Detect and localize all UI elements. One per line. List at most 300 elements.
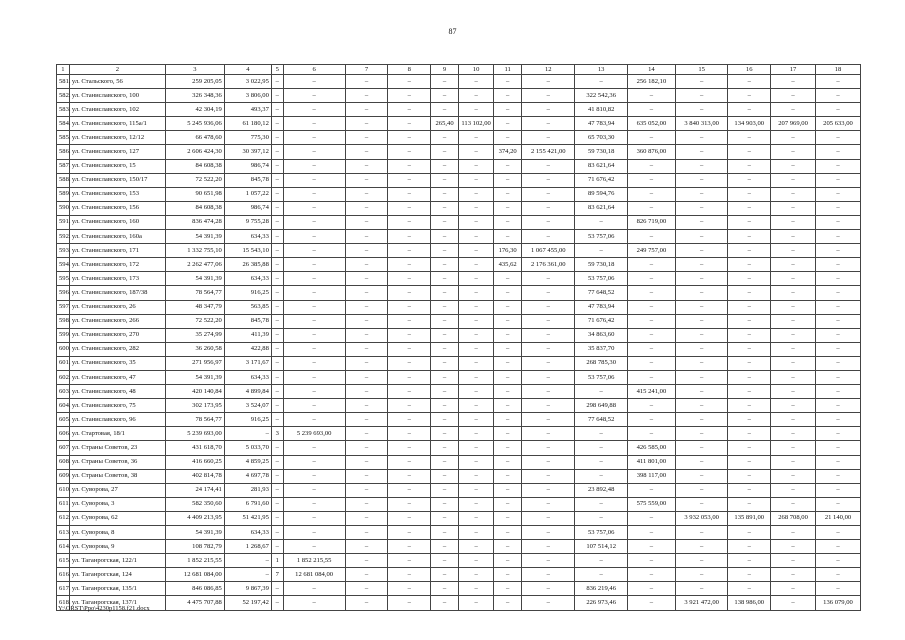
- table-cell: –: [431, 131, 459, 145]
- column-header-8: 8: [388, 65, 431, 75]
- table-cell: –: [494, 385, 522, 399]
- table-cell: –: [771, 483, 816, 497]
- table-cell: –: [771, 244, 816, 258]
- table-cell: 84 608,38: [166, 201, 225, 215]
- table-cell: –: [522, 230, 575, 244]
- table-cell: –: [675, 230, 727, 244]
- table-cell: –: [675, 427, 727, 441]
- table-cell: –: [388, 469, 431, 483]
- table-cell: –: [771, 258, 816, 272]
- table-cell: –: [494, 582, 522, 596]
- table-cell: –: [627, 258, 675, 272]
- table-cell: –: [522, 540, 575, 554]
- table-cell: –: [345, 469, 388, 483]
- table-cell: –: [494, 441, 522, 455]
- table-cell: –: [627, 596, 675, 610]
- table-cell: 4 409 213,95: [166, 511, 225, 525]
- table-row: [57, 455, 861, 469]
- table-cell: –: [522, 300, 575, 314]
- table-cell: –: [771, 413, 816, 427]
- table-cell: –: [283, 328, 345, 342]
- table-cell: –: [728, 441, 771, 455]
- table-cell: –: [494, 540, 522, 554]
- table-cell: –: [728, 554, 771, 568]
- table-cell: –: [728, 399, 771, 413]
- table-cell: –: [522, 286, 575, 300]
- table-cell: –: [728, 103, 771, 117]
- table-cell: –: [627, 300, 675, 314]
- table-cell: –: [494, 497, 522, 511]
- table-cell: –: [458, 342, 493, 356]
- table-row: [57, 145, 861, 159]
- table-cell: –: [494, 131, 522, 145]
- column-header-12: 12: [522, 65, 575, 75]
- table-cell: –: [816, 314, 861, 328]
- table-cell: –: [458, 215, 493, 229]
- table-cell: 54 391,39: [166, 526, 225, 540]
- table-cell: –: [283, 314, 345, 328]
- table-cell: 416 660,25: [166, 455, 225, 469]
- column-header-15: 15: [675, 65, 727, 75]
- table-cell: –: [283, 596, 345, 610]
- table-cell: –: [675, 385, 727, 399]
- table-cell: –: [494, 314, 522, 328]
- table-cell: –: [345, 258, 388, 272]
- table-cell: –: [458, 427, 493, 441]
- table-cell: –: [431, 497, 459, 511]
- table-cell: –: [345, 582, 388, 596]
- table-cell: 134 903,00: [728, 117, 771, 131]
- table-cell: –: [388, 582, 431, 596]
- table-cell: –: [675, 469, 727, 483]
- table-cell: 54 391,39: [166, 230, 225, 244]
- table-cell: 590.: [57, 201, 70, 215]
- column-header-17: 17: [771, 65, 816, 75]
- table-cell: –: [271, 117, 283, 131]
- table-cell: 268 785,30: [575, 356, 627, 370]
- table-cell: –: [728, 314, 771, 328]
- table-cell: 610.: [57, 483, 70, 497]
- table-cell: –: [522, 131, 575, 145]
- table-cell: –: [388, 215, 431, 229]
- table-cell: –: [675, 300, 727, 314]
- table-row: [57, 399, 861, 413]
- table-cell: –: [271, 300, 283, 314]
- table-cell: ул. Таганрогская, 122/1: [69, 554, 165, 568]
- table-cell: –: [522, 314, 575, 328]
- table-cell: –: [431, 89, 459, 103]
- table-cell: –: [728, 540, 771, 554]
- table-cell: –: [522, 469, 575, 483]
- table-cell: –: [283, 258, 345, 272]
- table-cell: 593.: [57, 244, 70, 258]
- table-cell: 5 245 936,06: [166, 117, 225, 131]
- table-cell: 415 241,00: [627, 385, 675, 399]
- table-cell: –: [271, 526, 283, 540]
- table-cell: –: [816, 441, 861, 455]
- table-cell: –: [431, 455, 459, 469]
- table-cell: –: [494, 173, 522, 187]
- table-cell: 113 102,00: [458, 117, 493, 131]
- table-cell: –: [494, 159, 522, 173]
- table-cell: –: [345, 230, 388, 244]
- table-cell: –: [431, 370, 459, 384]
- table-cell: –: [816, 399, 861, 413]
- table-cell: –: [271, 75, 283, 89]
- table-cell: –: [627, 342, 675, 356]
- table-cell: –: [388, 399, 431, 413]
- table-cell: –: [816, 413, 861, 427]
- table-cell: –: [283, 497, 345, 511]
- table-cell: –: [431, 596, 459, 610]
- table-cell: –: [627, 554, 675, 568]
- table-cell: 226 973,46: [575, 596, 627, 610]
- table-cell: –: [771, 328, 816, 342]
- table-cell: 1 057,22: [224, 187, 271, 201]
- table-cell: –: [816, 75, 861, 89]
- table-cell: ул. Станиславского, 153: [69, 187, 165, 201]
- table-cell: –: [494, 370, 522, 384]
- table-cell: 402 814,78: [166, 469, 225, 483]
- table-cell: 916,25: [224, 413, 271, 427]
- table-cell: –: [283, 145, 345, 159]
- table-cell: –: [283, 103, 345, 117]
- table-cell: –: [816, 215, 861, 229]
- column-header-2: 2: [69, 65, 165, 75]
- table-cell: 584.: [57, 117, 70, 131]
- table-cell: 411,39: [224, 328, 271, 342]
- table-cell: –: [283, 342, 345, 356]
- table-cell: –: [522, 511, 575, 525]
- table-cell: –: [271, 173, 283, 187]
- table-cell: –: [816, 342, 861, 356]
- table-cell: ул. Таганрогская, 135/1: [69, 582, 165, 596]
- table-cell: –: [388, 568, 431, 582]
- table-cell: 53 757,06: [575, 370, 627, 384]
- table-cell: –: [388, 258, 431, 272]
- table-cell: –: [522, 554, 575, 568]
- table-cell: 66 478,60: [166, 131, 225, 145]
- table-cell: –: [771, 596, 816, 610]
- table-cell: –: [675, 568, 727, 582]
- table-cell: –: [728, 568, 771, 582]
- table-cell: –: [728, 497, 771, 511]
- table-cell: 26 385,88: [224, 258, 271, 272]
- table-cell: –: [816, 582, 861, 596]
- table-cell: –: [816, 455, 861, 469]
- table-cell: –: [458, 455, 493, 469]
- table-cell: –: [345, 314, 388, 328]
- column-header-3: 3: [166, 65, 225, 75]
- table-cell: –: [494, 230, 522, 244]
- table-cell: –: [494, 568, 522, 582]
- table-row: [57, 483, 861, 497]
- table-cell: –: [271, 511, 283, 525]
- table-cell: –: [283, 385, 345, 399]
- table-cell: –: [728, 342, 771, 356]
- table-cell: 2 176 361,00: [522, 258, 575, 272]
- table-cell: ул. Станиславского, 150/17: [69, 173, 165, 187]
- table-cell: –: [494, 117, 522, 131]
- table-cell: –: [431, 173, 459, 187]
- table-cell: –: [345, 89, 388, 103]
- table-cell: 836 474,28: [166, 215, 225, 229]
- table-cell: ул. Станиславского, 270: [69, 328, 165, 342]
- table-cell: 602.: [57, 370, 70, 384]
- table-cell: –: [816, 483, 861, 497]
- table-cell: –: [728, 385, 771, 399]
- table-cell: –: [388, 370, 431, 384]
- table-cell: 12 681 084,00: [283, 568, 345, 582]
- table-cell: –: [458, 159, 493, 173]
- table-cell: –: [431, 554, 459, 568]
- table-cell: –: [771, 215, 816, 229]
- table-cell: 582.: [57, 89, 70, 103]
- table-cell: 83 621,64: [575, 201, 627, 215]
- table-cell: –: [627, 286, 675, 300]
- table-cell: 77 648,52: [575, 286, 627, 300]
- table-cell: –: [388, 554, 431, 568]
- table-cell: 53 757,06: [575, 272, 627, 286]
- table-cell: –: [283, 272, 345, 286]
- table-cell: –: [494, 89, 522, 103]
- table-cell: –: [271, 370, 283, 384]
- table-cell: –: [388, 75, 431, 89]
- table-cell: –: [816, 258, 861, 272]
- table-cell: –: [345, 540, 388, 554]
- table-cell: –: [388, 427, 431, 441]
- table-cell: 1 268,67: [224, 540, 271, 554]
- table-cell: –: [458, 483, 493, 497]
- table-cell: 3 921 472,00: [675, 596, 727, 610]
- table-cell: ул. Станиславского, 47: [69, 370, 165, 384]
- table-cell: ул. Станиславского, 15: [69, 159, 165, 173]
- table-cell: –: [771, 145, 816, 159]
- table-cell: 207 969,00: [771, 117, 816, 131]
- column-header-14: 14: [627, 65, 675, 75]
- table-cell: –: [458, 554, 493, 568]
- table-cell: –: [431, 342, 459, 356]
- table-cell: –: [271, 159, 283, 173]
- table-cell: –: [771, 187, 816, 201]
- table-cell: –: [522, 173, 575, 187]
- table-row: [57, 441, 861, 455]
- table-cell: –: [771, 455, 816, 469]
- table-cell: –: [271, 187, 283, 201]
- table-cell: –: [283, 89, 345, 103]
- table-cell: –: [388, 314, 431, 328]
- table-row: [57, 511, 861, 525]
- table-row: [57, 215, 861, 229]
- column-header-16: 16: [728, 65, 771, 75]
- table-cell: ул. Стартовая, 18/1: [69, 427, 165, 441]
- table-cell: –: [522, 201, 575, 215]
- table-cell: 493,37: [224, 103, 271, 117]
- table-cell: –: [494, 342, 522, 356]
- table-cell: –: [675, 244, 727, 258]
- table-cell: –: [728, 201, 771, 215]
- table-cell: –: [816, 526, 861, 540]
- table-cell: 54 391,39: [166, 370, 225, 384]
- table-cell: –: [522, 117, 575, 131]
- table-cell: 12 681 084,00: [166, 568, 225, 582]
- table-cell: 411 801,00: [627, 455, 675, 469]
- table-cell: –: [458, 258, 493, 272]
- table-cell: ул. Суворова, 27: [69, 483, 165, 497]
- table-cell: –: [728, 173, 771, 187]
- table-cell: 5 033,70: [224, 441, 271, 455]
- table-cell: –: [271, 244, 283, 258]
- table-cell: –: [627, 328, 675, 342]
- table-cell: –: [283, 441, 345, 455]
- table-cell: ул. Станиславского, 35: [69, 356, 165, 370]
- table-cell: –: [458, 568, 493, 582]
- table-cell: 585.: [57, 131, 70, 145]
- table-cell: –: [283, 131, 345, 145]
- table-cell: 606.: [57, 427, 70, 441]
- table-cell: –: [431, 272, 459, 286]
- table-cell: –: [271, 131, 283, 145]
- table-cell: 259 205,05: [166, 75, 225, 89]
- table-cell: –: [431, 145, 459, 159]
- table-cell: 611.: [57, 497, 70, 511]
- table-cell: –: [458, 328, 493, 342]
- table-cell: –: [388, 328, 431, 342]
- table-cell: –: [522, 159, 575, 173]
- table-cell: –: [271, 385, 283, 399]
- table-cell: –: [494, 272, 522, 286]
- table-cell: –: [458, 187, 493, 201]
- table-cell: –: [675, 582, 727, 596]
- table-cell: –: [627, 230, 675, 244]
- table-cell: –: [283, 399, 345, 413]
- table-cell: 986,74: [224, 159, 271, 173]
- table-cell: –: [771, 441, 816, 455]
- table-row: [57, 328, 861, 342]
- table-cell: 30 397,12: [224, 145, 271, 159]
- table-cell: –: [816, 370, 861, 384]
- table-cell: –: [627, 187, 675, 201]
- table-cell: –: [388, 244, 431, 258]
- table-cell: –: [345, 145, 388, 159]
- table-cell: –: [388, 117, 431, 131]
- table-cell: –: [816, 272, 861, 286]
- table-cell: –: [575, 554, 627, 568]
- table-cell: ул. Станиславского, 156: [69, 201, 165, 215]
- table-cell: –: [494, 413, 522, 427]
- table-cell: –: [627, 582, 675, 596]
- table-cell: –: [728, 145, 771, 159]
- table-cell: –: [522, 385, 575, 399]
- table-row: [57, 596, 861, 610]
- table-cell: –: [271, 441, 283, 455]
- table-row: [57, 173, 861, 187]
- table-cell: –: [271, 582, 283, 596]
- table-cell: –: [494, 554, 522, 568]
- table-cell: –: [575, 75, 627, 89]
- table-cell: 326 348,36: [166, 89, 225, 103]
- table-cell: –: [728, 526, 771, 540]
- table-cell: –: [675, 441, 727, 455]
- table-cell: –: [627, 272, 675, 286]
- table-cell: –: [283, 286, 345, 300]
- table-cell: –: [283, 173, 345, 187]
- table-cell: –: [627, 526, 675, 540]
- table-cell: 35 837,70: [575, 342, 627, 356]
- table-cell: 281,93: [224, 483, 271, 497]
- table-cell: –: [431, 540, 459, 554]
- table-cell: –: [627, 540, 675, 554]
- table-cell: 47 783,94: [575, 117, 627, 131]
- table-cell: ул. Станиславского, 26: [69, 300, 165, 314]
- table-cell: –: [345, 117, 388, 131]
- table-cell: –: [675, 89, 727, 103]
- table-cell: –: [271, 455, 283, 469]
- table-cell: –: [345, 300, 388, 314]
- table-cell: –: [345, 131, 388, 145]
- table-cell: –: [283, 582, 345, 596]
- table-cell: –: [458, 399, 493, 413]
- table-cell: –: [627, 356, 675, 370]
- table-cell: 603.: [57, 385, 70, 399]
- table-cell: 826 719,00: [627, 215, 675, 229]
- table-cell: –: [271, 286, 283, 300]
- table-cell: –: [522, 89, 575, 103]
- table-row: [57, 554, 861, 568]
- table-cell: ул. Станиславского, 171: [69, 244, 165, 258]
- table-cell: –: [271, 483, 283, 497]
- table-cell: ул. Станиславского, 115а/1: [69, 117, 165, 131]
- table-cell: 605.: [57, 413, 70, 427]
- table-cell: –: [458, 526, 493, 540]
- table-cell: –: [627, 314, 675, 328]
- table-cell: –: [675, 399, 727, 413]
- table-cell: 3 806,00: [224, 89, 271, 103]
- table-cell: –: [458, 201, 493, 215]
- table-cell: –: [675, 215, 727, 229]
- table-cell: –: [816, 145, 861, 159]
- table-cell: –: [345, 328, 388, 342]
- table-cell: 6 791,60: [224, 497, 271, 511]
- table-cell: –: [388, 131, 431, 145]
- table-cell: –: [816, 554, 861, 568]
- table-cell: –: [816, 469, 861, 483]
- table-cell: 592.: [57, 230, 70, 244]
- table-cell: 23 892,48: [575, 483, 627, 497]
- table-cell: –: [816, 173, 861, 187]
- table-cell: 600.: [57, 342, 70, 356]
- table-row: [57, 497, 861, 511]
- table-cell: 83 621,64: [575, 159, 627, 173]
- table-cell: 589.: [57, 187, 70, 201]
- table-cell: –: [494, 469, 522, 483]
- table-cell: –: [728, 413, 771, 427]
- table-row: [57, 300, 861, 314]
- table-cell: ул. Таганрогская, 137/1: [69, 596, 165, 610]
- table-cell: –: [271, 399, 283, 413]
- table-cell: –: [271, 497, 283, 511]
- table-cell: –: [771, 314, 816, 328]
- table-cell: –: [728, 582, 771, 596]
- table-cell: –: [345, 215, 388, 229]
- table-cell: 431 618,70: [166, 441, 225, 455]
- table-cell: –: [345, 455, 388, 469]
- table-cell: –: [771, 526, 816, 540]
- table-cell: 563,85: [224, 300, 271, 314]
- table-cell: –: [816, 356, 861, 370]
- table-cell: –: [728, 427, 771, 441]
- table-cell: –: [627, 427, 675, 441]
